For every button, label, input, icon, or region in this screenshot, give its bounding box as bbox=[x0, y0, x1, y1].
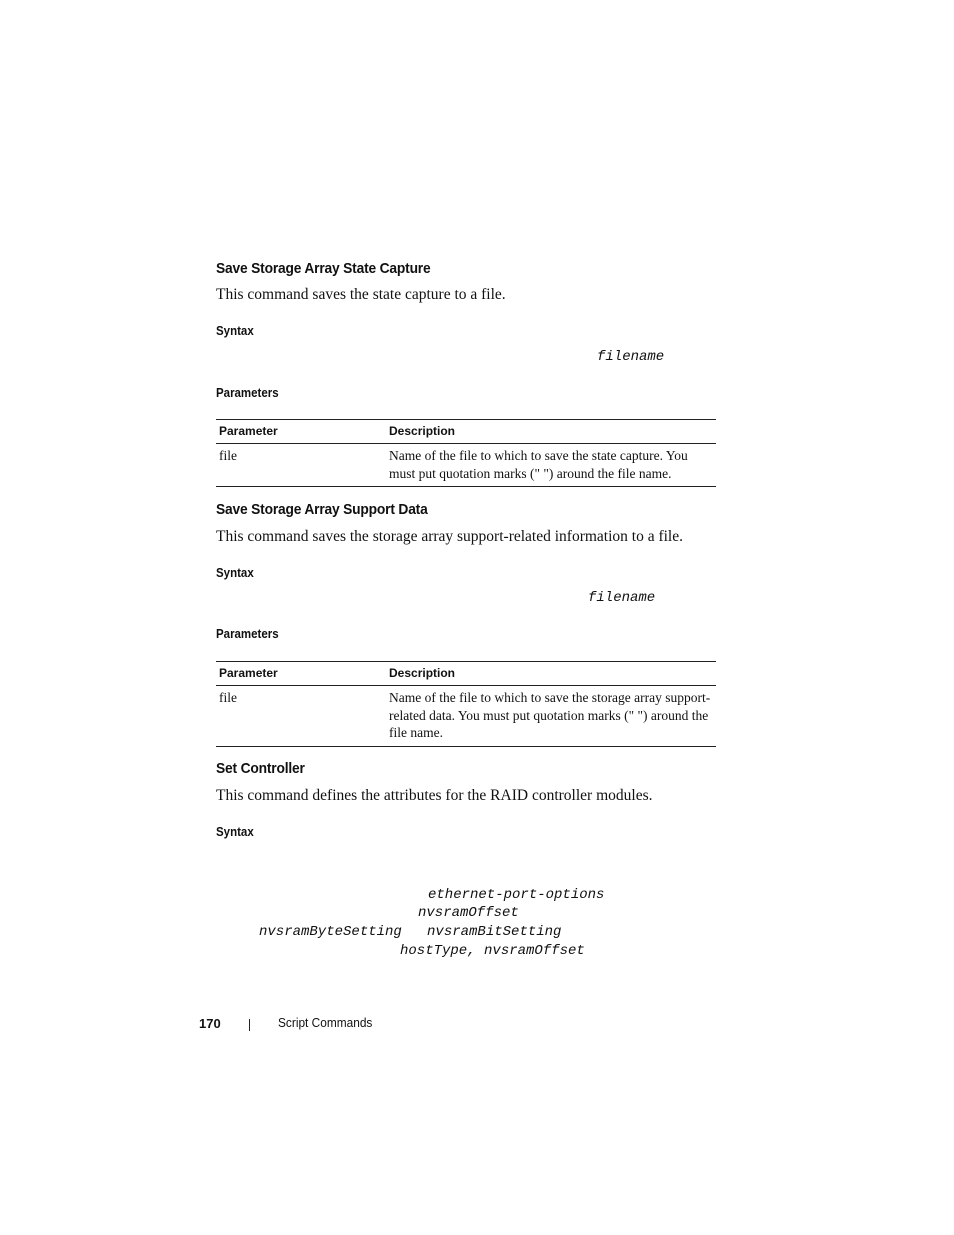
table-row bbox=[216, 686, 716, 747]
parameters-table bbox=[216, 661, 716, 747]
parameter-cell: file bbox=[219, 448, 237, 463]
section-description: This command saves the state capture to a file. bbox=[216, 286, 506, 303]
section-heading-set-controller: Set Controller bbox=[216, 760, 305, 777]
column-header-parameter: Parameter bbox=[216, 420, 386, 444]
section-description: This command saves the storage array support-related information to a file. bbox=[216, 528, 683, 545]
syntax-param: filename bbox=[588, 590, 656, 606]
syntax-label: Syntax bbox=[216, 566, 254, 580]
syntax-line: nvsramByteSetting nvsramBitSetting bbox=[259, 924, 562, 940]
section-heading-support-data: Save Storage Array Support Data bbox=[216, 501, 428, 518]
column-header-description: Description bbox=[386, 662, 716, 686]
column-header-parameter: Parameter bbox=[216, 662, 386, 686]
syntax-line: hostType, nvsramOffset bbox=[400, 943, 585, 959]
parameters-table bbox=[216, 419, 716, 487]
parameters-label: Parameters bbox=[216, 627, 279, 641]
table-row bbox=[216, 444, 716, 487]
section-heading-state-capture: Save Storage Array State Capture bbox=[216, 260, 431, 277]
description-cell: Name of the file to which to save the state capture. You must put quotation marks (" ") around the file name. bbox=[389, 448, 688, 481]
parameter-cell: file bbox=[219, 690, 237, 705]
footer-title: Script Commands bbox=[278, 1016, 373, 1030]
syntax-param: filename bbox=[597, 349, 665, 365]
page-number: 170 bbox=[199, 1016, 221, 1031]
syntax-label: Syntax bbox=[216, 324, 254, 338]
description-cell: Name of the file to which to save the storage array support-related data. You must put quotation marks (" ") around the file name. bbox=[389, 690, 711, 740]
syntax-line: nvsramOffset bbox=[418, 905, 519, 921]
parameters-label: Parameters bbox=[216, 386, 279, 400]
syntax-label: Syntax bbox=[216, 825, 254, 839]
footer-separator bbox=[249, 1019, 250, 1031]
syntax-line: ethernet-port-options bbox=[428, 887, 605, 903]
section-description: This command defines the attributes for the RAID controller modules. bbox=[216, 787, 653, 804]
column-header-description: Description bbox=[386, 420, 716, 444]
